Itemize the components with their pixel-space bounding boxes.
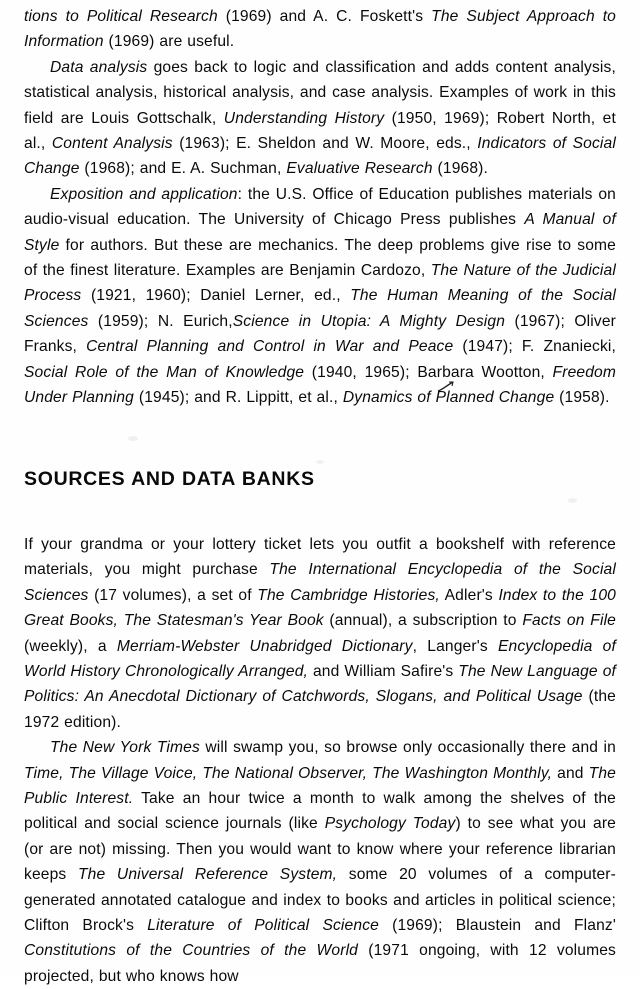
- text-run: and: [552, 764, 589, 782]
- text-run: (1963); E. Sheldon and W. Moore, eds.,: [172, 135, 478, 153]
- text-run: tions to Political Research: [24, 8, 218, 25]
- text-run: (1947); F. Znaniecki,: [453, 338, 617, 356]
- text-run: (1969) and A. C. Foskett's: [217, 8, 432, 25]
- text-run: The Public Interest.: [24, 764, 616, 807]
- text-run: The New Language of Politics: An Anecdotal Dictionary of Catchwords, Slogans, and Political Usage: [24, 662, 617, 706]
- text-run: The Cambridge Histories,: [257, 586, 440, 604]
- text-run: (1967); Oliver Franks,: [24, 312, 617, 356]
- text-run: (17 volumes), a set of: [88, 586, 258, 604]
- text-run: Science in Utopia: A Mighty Design: [232, 312, 506, 330]
- paragraph-reference-materials: [24, 532, 616, 735]
- text-run: (1971 ongoing, with 12 volumes projected, but who knows how: [24, 942, 617, 985]
- text-run: for authors. But these are mechanics. The deep problems give rise to some of the finest literature. Examples are Benjamin Cardozo,: [24, 236, 616, 280]
- text-run: (1959); N. Eurich,: [88, 312, 233, 330]
- paragraph-continuation: [24, 4, 616, 55]
- text-run: (1958).: [554, 389, 610, 407]
- text-run: (1968).: [432, 160, 488, 178]
- paragraph-new-york-times: [24, 735, 616, 989]
- text-run: ) to see what you are (or are not) missing. Then you would want to know where your reference librarian keeps: [24, 815, 616, 884]
- body-text-column: [24, 4, 616, 989]
- text-run: Time, The Village Voice, The National Observer, The Washington Monthly,: [24, 764, 553, 782]
- text-run: Merriam-Webster Unabridged Dictionary: [116, 637, 413, 655]
- text-run: Facts on File: [522, 612, 617, 630]
- text-run: , Langer's: [412, 637, 498, 655]
- text-run: (1968); and E. A. Suchman,: [79, 160, 287, 178]
- text-run: The New York Times: [50, 739, 200, 757]
- paragraph-data-analysis: [24, 55, 616, 182]
- text-run: (1969); Blaustein and Flanz': [378, 917, 616, 934]
- text-run: (1969) are useful.: [103, 33, 235, 51]
- text-run: (1945); and R. Lippitt, et al.,: [134, 389, 343, 407]
- text-run: The International Encyclopedia of the Social Sciences: [24, 561, 616, 604]
- text-run: (the 1972 edition).: [24, 688, 616, 731]
- text-run: A Manual of Style: [24, 211, 616, 254]
- text-run: Central Planning and Control in War and Peace: [86, 338, 454, 356]
- text-run: (annual), a subscription to: [323, 612, 523, 630]
- text-run: Encyclopedia of World History Chronologically Arranged,: [24, 637, 616, 680]
- text-run: Data analysis: [50, 58, 148, 76]
- text-run: and William Safire's: [308, 662, 459, 680]
- text-run: Dynamics of Planned Change: [342, 389, 555, 407]
- text-run: Take an hour twice a month to walk among the shelves of the political and social science journals (like: [24, 789, 616, 833]
- text-run: Social Role of the Man of Knowledge: [24, 363, 305, 381]
- text-run: Index to the 100 Great Books, The Statesman's Year Book: [24, 586, 616, 630]
- text-run: The Subject Approach to Information: [24, 8, 617, 51]
- paragraph-exposition-application: [24, 182, 616, 411]
- spacer-after-heading: [24, 492, 616, 532]
- text-run: Evaluative Research: [286, 160, 433, 178]
- text-run: some 20 volumes of a computer-generated annotated catalogue and index to books and articles in political science; Clifton Brock's: [24, 866, 616, 934]
- text-run: The Universal Reference System,: [77, 866, 338, 884]
- text-run: (1940, 1965); Barbara Wootton,: [304, 363, 553, 381]
- text-run: Content Analysis: [51, 135, 173, 153]
- text-run: The Human Meaning of the Social Sciences: [24, 287, 617, 330]
- text-run: goes back to logic and classification and adds content analysis, statistical analysis, historical analysis, and case analysis. Examples of work in this field are Louis Gottschalk,: [24, 58, 616, 127]
- text-run: Indicators of Social Change: [24, 135, 616, 178]
- text-run: (1921, 1960); Daniel Lerner, ed.,: [81, 287, 351, 305]
- text-run: : the U.S. Office of Education publishes materials on audio-visual education. The University of Chicago Press publishes: [24, 185, 616, 229]
- text-run: Freedom Under Planning: [24, 363, 616, 407]
- text-run: Psychology Today: [324, 815, 456, 833]
- text-run: The Nature of the Judicial Process: [24, 262, 616, 305]
- text-run: Adler's: [439, 586, 499, 604]
- spacer-before-heading: [24, 411, 616, 467]
- text-run: Literature of Political Science: [147, 917, 379, 934]
- text-run: will swamp you, so browse only occasionally there and in: [199, 739, 616, 757]
- text-run: (1950, 1969); Robert North, et al.,: [24, 109, 616, 153]
- text-run: Constitutions of the Countries of the World: [24, 942, 359, 960]
- text-run: Understanding History: [223, 109, 385, 127]
- text-run: Exposition and application: [50, 185, 238, 203]
- text-run: If your grandma or your lottery ticket lets you outfit a bookshelf with reference materials, you might purchase: [24, 535, 616, 579]
- text-run: (weekly), a: [24, 637, 117, 655]
- section-heading-sources-and-data-banks: SOURCES AND DATA BANKS: [24, 467, 315, 490]
